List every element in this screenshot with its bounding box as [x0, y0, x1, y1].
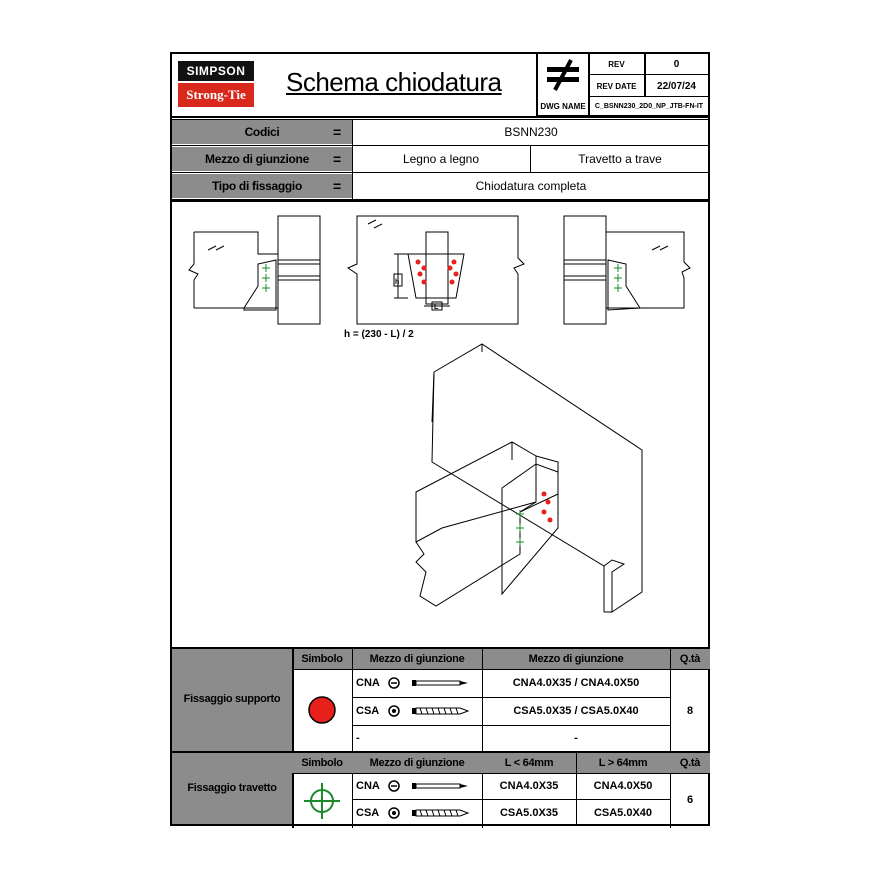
tipo-equals: = [333, 178, 341, 194]
simpson-logo-top: SIMPSON [178, 61, 254, 81]
support-row1-type: CNA [356, 677, 380, 689]
h-formula: h = (230 - L) / 2 [344, 329, 414, 340]
travetto-label: Fissaggio travetto [187, 782, 277, 794]
rev-value: 0 [673, 59, 680, 70]
csa-screw-icon [386, 703, 478, 719]
codici-label: Codici [244, 125, 280, 139]
dwg-name-label: DWG NAME [540, 101, 586, 111]
mezzo-equals: = [333, 151, 341, 167]
travetto-row2-lt: CSA5.0X35 [499, 806, 559, 819]
travetto-row1-gt: CNA4.0X50 [593, 780, 653, 792]
travetto-mezzo-header: Mezzo di giunzione [369, 757, 465, 769]
strong-tie-logo: Strong-Tie [178, 83, 254, 107]
green-crosshair-icon [302, 783, 342, 819]
cna-nail-icon [386, 675, 478, 691]
support-row3-value: - [574, 732, 578, 744]
l-dim-label: L [434, 304, 439, 311]
support-mezzo-header-2: Mezzo di giunzione [528, 653, 624, 665]
support-mezzo-header: Mezzo di giunzione [369, 653, 465, 665]
page-title: Schema chiodatura [286, 67, 502, 97]
travetto-row1-type: CNA [356, 780, 380, 792]
travetto-row2-type: CSA [356, 806, 380, 819]
support-row2-type: CSA [356, 705, 380, 717]
travetto-qty: 6 [686, 793, 694, 806]
support-label: Fissaggio supporto [183, 693, 281, 705]
support-row2-value: CSA5.0X35 / CSA5.0X40 [513, 705, 639, 717]
rev-date-label: REV DATE [596, 81, 637, 91]
technical-drawing [172, 202, 710, 647]
mezzo-label: Mezzo di giunzione [205, 152, 309, 166]
support-row1-value: CNA4.0X35 / CNA4.0X50 [512, 677, 640, 689]
not-equal-icon [544, 58, 582, 92]
tipo-label: Tipo di fissaggio [211, 179, 302, 193]
support-symbol-header: Simbolo [301, 653, 343, 665]
drawing-sheet [170, 52, 710, 826]
travetto-qty-header: Q.tà [679, 757, 701, 769]
h-dim-label: h [395, 279, 400, 286]
tipo-value: Chiodatura completa [475, 179, 587, 193]
support-qty-header: Q.tà [679, 653, 701, 665]
cna-nail-icon [386, 778, 478, 794]
codici-value: BSNN230 [504, 125, 558, 139]
red-circle-icon [306, 694, 338, 726]
mezzo-value-2: Travetto a trave [578, 152, 662, 166]
travetto-row1-lt: CNA4.0X35 [499, 780, 559, 792]
csa-screw-icon [386, 805, 478, 821]
travetto-l-gt-header: L > 64mm [598, 757, 648, 769]
travetto-row2-gt: CSA5.0X40 [593, 806, 653, 819]
support-row3-type: - [356, 732, 360, 744]
travetto-l-lt-header: L < 64mm [504, 757, 554, 769]
codici-equals: = [333, 124, 341, 140]
rev-label: REV [608, 60, 625, 69]
rev-date-value: 22/07/24 [657, 80, 696, 92]
dwg-name-value: C_BSNN230_2D0_NP_JTB-FN-IT [594, 102, 704, 110]
support-qty: 8 [686, 705, 694, 717]
mezzo-value-1: Legno a legno [402, 152, 480, 166]
travetto-symbol-header: Simbolo [301, 757, 343, 769]
